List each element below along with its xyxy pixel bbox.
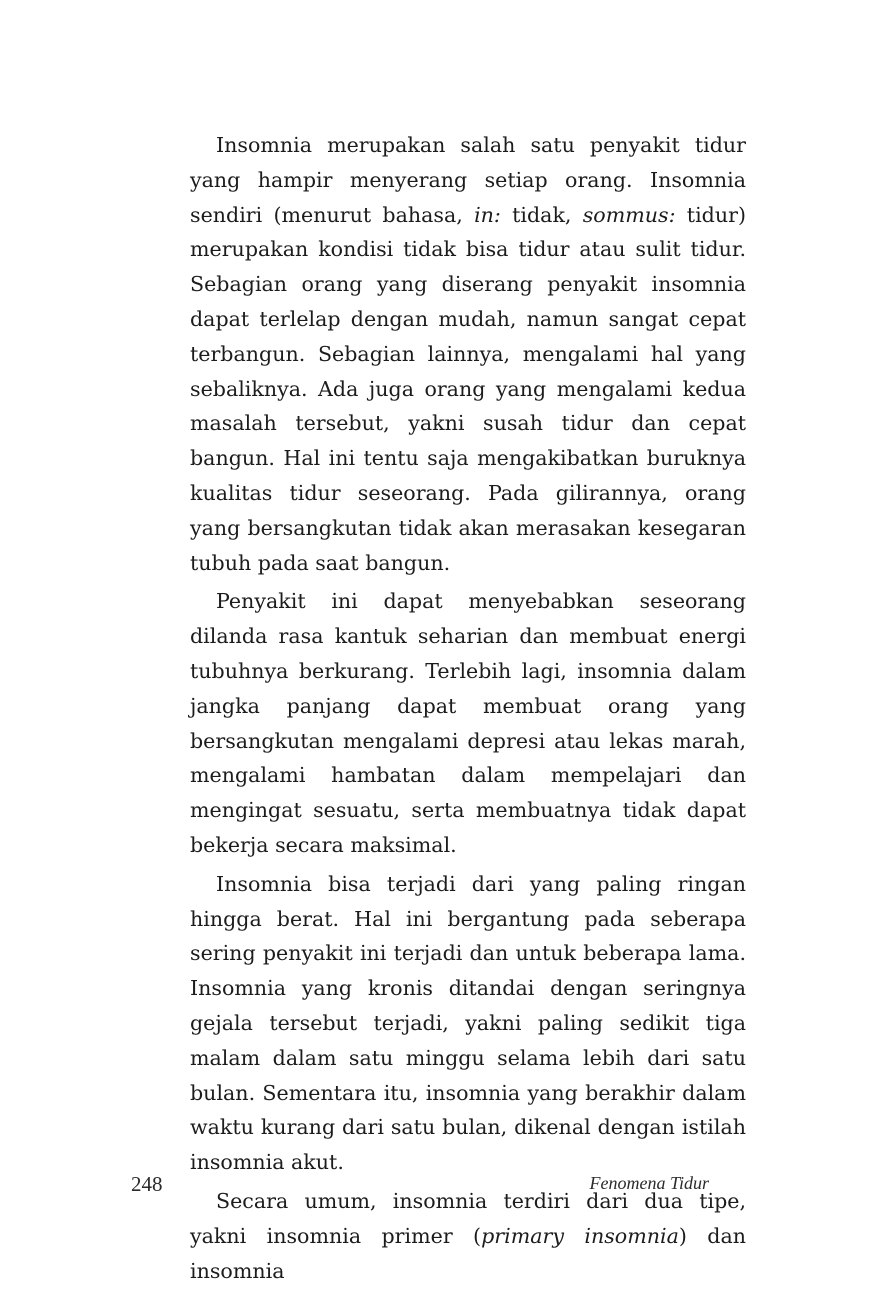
paragraph-4 (190, 1184, 746, 1288)
paragraph-1-text-b: tidak, (500, 202, 583, 227)
paragraph-1 (190, 128, 746, 580)
term-in: in: (474, 202, 501, 227)
body-text (190, 128, 746, 1292)
term-primary-insomnia: primary insomnia (481, 1223, 679, 1248)
paragraph-1-text-a: Insomnia merupakan salah satu penyakit tidur yang hampir menyerang setiap orang. Insomnia sendiri (menurut bahasa, (190, 133, 746, 227)
page-number: 248 (131, 1172, 163, 1196)
paragraph-4-text-a: Secara umum, insomnia terdiri dari dua tipe, yakni insomnia primer ( (190, 1188, 746, 1248)
term-sommus: sommus: (582, 202, 676, 227)
paragraph-3: Insomnia bisa terjadi dari yang paling ringan hingga berat. Hal ini bergantung pada seberapa sering penyakit ini terjadi dan untuk beberapa lama. Insomnia yang kronis ditandai dengan seringnya gejala tersebut terjadi, yakni paling sedikit tiga malam dalam satu minggu selama lebih dari satu bulan. Sementara itu, insomnia yang berakhir dalam waktu kurang dari satu bulan, dikenal dengan istilah insomnia akut. (190, 871, 746, 1175)
paragraph-4-text-b: ) dan insomnia (190, 1223, 747, 1283)
paragraph-1-text-c: tidur) merupakan kondisi tidak bisa tidur atau sulit tidur. Sebagian orang yang diserang penyakit insomnia dapat terlelap dengan mudah, namun sangat cepat terbangun. Sebagian lainnya, mengalami hal yang sebaliknya. Ada juga orang yang mengalami kedua masalah tersebut, yakni susah tidur dan cepat bangun. Hal ini tentu saja mengakibatkan buruknya kualitas tidur seseorang. Pada gilirannya, orang yang bersangkutan tidak akan merasakan kesegaran tubuh pada saat bangun. (190, 202, 746, 575)
running-footer-title: Fenomena Tidur (589, 1173, 709, 1193)
paragraph-2: Penyakit ini dapat menyebabkan seseorang dilanda rasa kantuk seharian dan membuat energi tubuhnya berkurang. Terlebih lagi, insomnia dalam jangka panjang dapat membuat orang yang bersangkutan mengalami depresi atau lekas marah, mengalami hambatan dalam mempelajari dan mengingat sesuatu, serta membuatnya tidak dapat bekerja secara maksimal. (190, 589, 746, 857)
